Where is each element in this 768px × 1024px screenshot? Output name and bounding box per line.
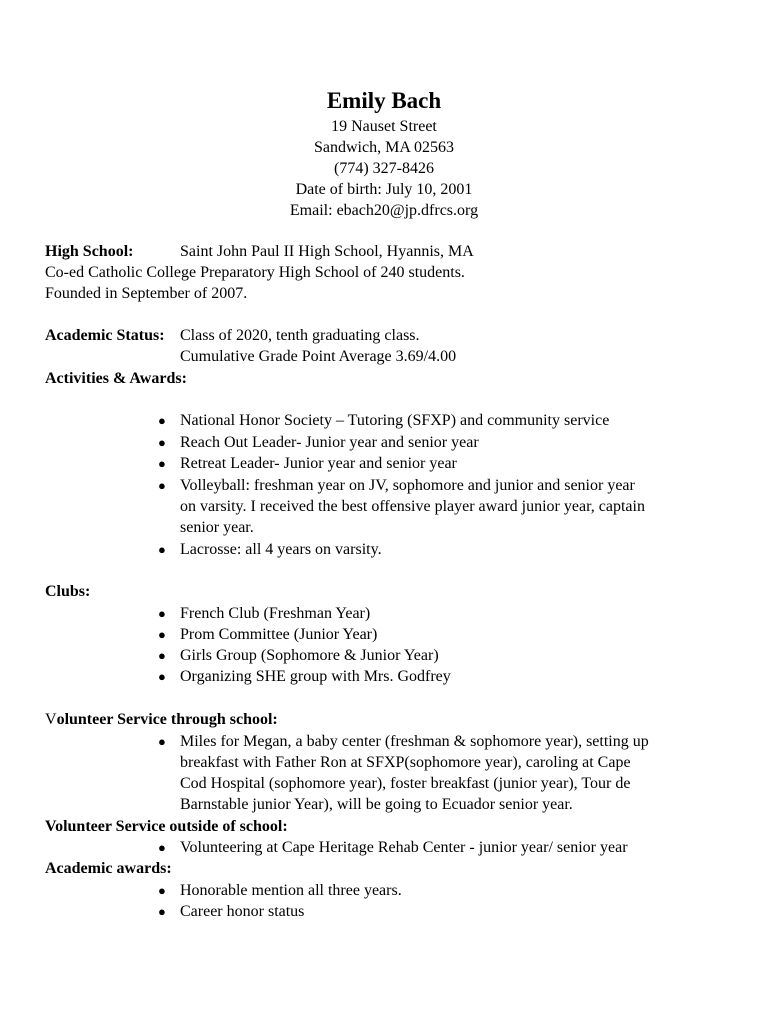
- activity-item-continued: on varsity. I received the best offensive player award junior year, captain: [180, 498, 645, 515]
- academic-status-gpa: Cumulative Grade Point Average 3.69/4.00: [180, 348, 457, 365]
- volunteer-school-item-continued: Cod Hospital (sophomore year), foster breakfast (junior year), Tour de: [180, 775, 631, 792]
- activity-item: Lacrosse: all 4 years on varsity.: [180, 541, 382, 558]
- bullet-icon: ●: [158, 413, 166, 428]
- resume-name: Emily Bach: [326, 88, 442, 113]
- bullet-icon: ●: [158, 456, 166, 471]
- email-address: Email: ebach20@jp.dfrcs.org: [289, 202, 479, 219]
- volunteer-school-label-initial: V: [45, 711, 57, 728]
- phone-number: (774) 327-8426: [334, 160, 434, 177]
- volunteer-school-label: [45, 709, 278, 730]
- bullet-icon: ●: [158, 904, 166, 919]
- activity-item: Retreat Leader- Junior year and senior year: [180, 455, 457, 472]
- bullet-icon: ●: [158, 840, 166, 855]
- activities-label: Activities & Awards:: [45, 370, 187, 387]
- volunteer-outside-item: Volunteering at Cape Heritage Rehab Center - junior year/ senior year: [180, 839, 628, 856]
- activity-item: Reach Out Leader- Junior year and senior year: [180, 434, 479, 451]
- volunteer-school-item-continued: breakfast with Father Ron at SFXP(sophomore year), caroling at Cape: [180, 754, 631, 771]
- bullet-icon: ●: [158, 478, 166, 493]
- clubs-label: Clubs:: [45, 583, 91, 600]
- high-school-value: Saint John Paul II High School, Hyannis, MA: [180, 243, 474, 260]
- high-school-founded: Founded in September of 2007.: [45, 285, 248, 302]
- activity-item-continued: senior year.: [180, 519, 254, 536]
- club-item: Prom Committee (Junior Year): [180, 626, 378, 643]
- club-item: French Club (Freshman Year): [180, 605, 371, 622]
- date-of-birth: Date of birth: July 10, 2001: [295, 181, 473, 198]
- bullet-icon: ●: [158, 883, 166, 898]
- club-item: Organizing SHE group with Mrs. Godfrey: [180, 668, 451, 685]
- bullet-icon: ●: [158, 542, 166, 557]
- volunteer-school-item: Miles for Megan, a baby center (freshman & sophomore year), setting up: [180, 733, 649, 750]
- bullet-icon: ●: [158, 627, 166, 642]
- city-state-zip: Sandwich, MA 02563: [314, 139, 454, 156]
- volunteer-school-item-continued: Barnstable junior Year), will be going to Ecuador senior year.: [180, 796, 573, 813]
- bullet-icon: ●: [158, 435, 166, 450]
- activity-item: Volleyball: freshman year on JV, sophomore and junior and senior year: [180, 477, 635, 494]
- academic-status-label: Academic Status:: [45, 327, 165, 344]
- academic-award-item: Career honor status: [180, 903, 305, 920]
- street-address: 19 Nauset Street: [331, 118, 437, 135]
- high-school-label: High School:: [45, 243, 134, 260]
- bullet-icon: ●: [158, 606, 166, 621]
- high-school-description: Co-ed Catholic College Preparatory High School of 240 students.: [45, 264, 465, 281]
- bullet-icon: ●: [158, 734, 166, 749]
- bullet-icon: ●: [158, 648, 166, 663]
- activity-item: National Honor Society – Tutoring (SFXP) and community service: [180, 412, 610, 429]
- bullet-icon: ●: [158, 669, 166, 684]
- volunteer-outside-label: Volunteer Service outside of school:: [45, 818, 288, 835]
- volunteer-school-label-rest: olunteer Service through school:: [56, 711, 278, 728]
- club-item: Girls Group (Sophomore & Junior Year): [180, 647, 439, 664]
- academic-awards-label: Academic awards:: [45, 860, 172, 877]
- academic-status-class: Class of 2020, tenth graduating class.: [180, 327, 420, 344]
- academic-award-item: Honorable mention all three years.: [180, 882, 402, 899]
